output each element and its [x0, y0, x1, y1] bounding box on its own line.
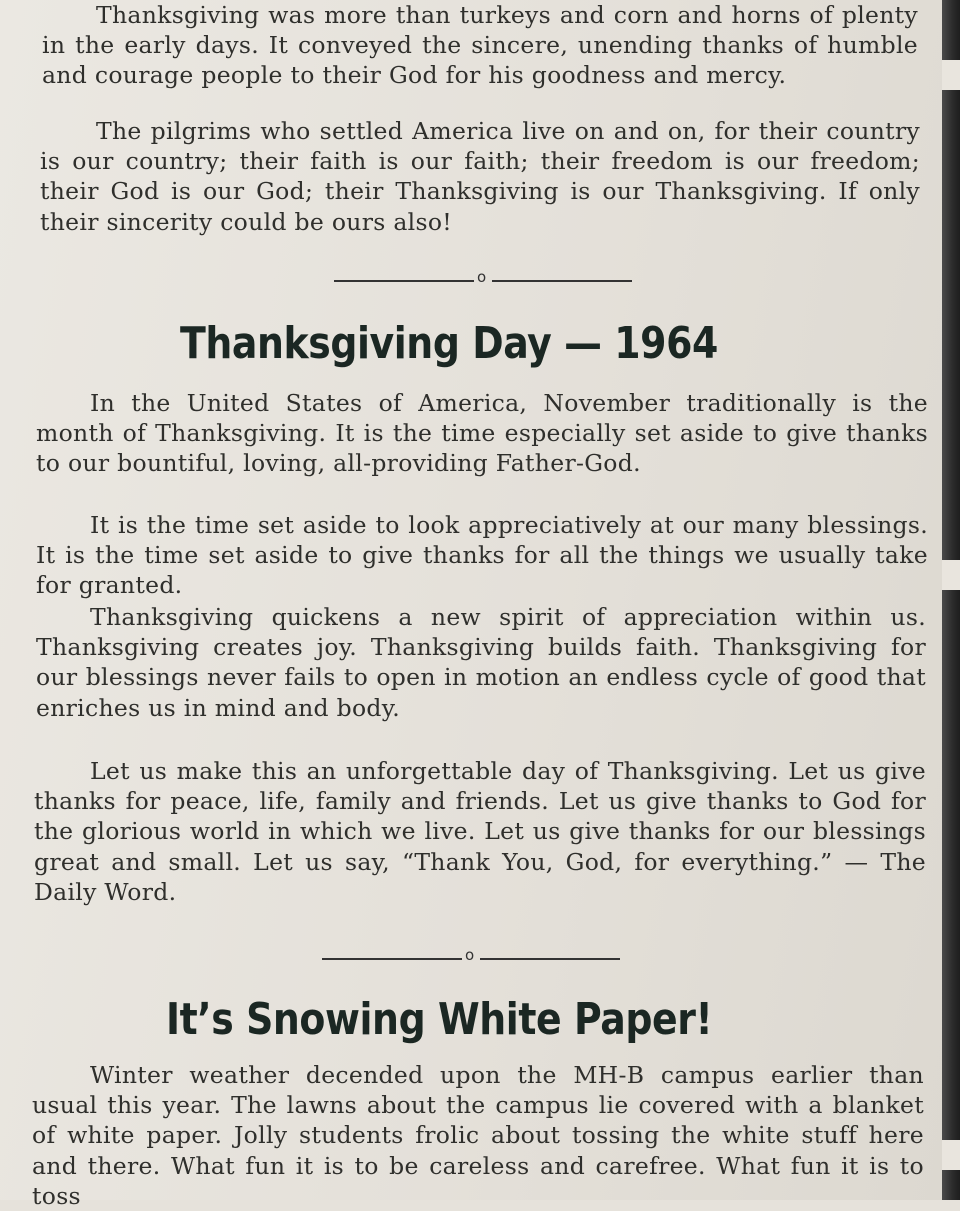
- section-divider: [334, 268, 632, 288]
- article-title-thanksgiving-day: Thanksgiving Day — 1964: [180, 318, 718, 369]
- article1-paragraph-3: Thanksgiving quickens a new spirit of appreciation within us. Thanksgiving creates joy. Thanksgiving builds faith. Thanksgiving for our blessings never fails to open in motion an endless cycle of good that enriches us in mind and body.: [36, 603, 926, 722]
- binder-edge: [942, 0, 960, 1200]
- intro-paragraph-2: The pilgrims who settled America live on and on, for their country is our country; their faith is our faith; their freedom is our freedom; their God is our God; their Thanksgiving is our Thanksgiving. If only their sincerity could be ours also!: [40, 117, 920, 236]
- divider-glyph: o: [477, 268, 487, 286]
- divider-glyph: o: [465, 946, 475, 964]
- section-divider: [322, 946, 620, 966]
- article1-paragraph-2: It is the time set aside to look appreciatively at our many blessings. It is the time set aside to give thanks for all the things we usually take for granted.: [36, 511, 928, 600]
- article2-paragraph-1: Winter weather decended upon the MH-B campus earlier than usual this year. The lawns about the campus lie covered with a blanket of white paper. Jolly students frolic about tossing the white stuff here and there. What fun it is to be careless and carefree. What fun it is to toss: [32, 1061, 924, 1210]
- article1-paragraph-4: Let us make this an unforgettable day of Thanksgiving. Let us give thanks for peace, life, family and friends. Let us give thanks to God for the glorious world in which we live. Let us give thanks for our blessings great and small. Let us say, “Thank You, God, for everything.” — The Daily Word.: [34, 757, 926, 906]
- article-title-snowing-white-paper: It’s Snowing White Paper!: [166, 994, 713, 1045]
- intro-paragraph-1: Thanksgiving was more than turkeys and corn and horns of plenty in the early days. It conveyed the sincere, unending thanks of humble and courage people to their God for his goodness and mercy.: [42, 1, 918, 90]
- article1-paragraph-1: In the United States of America, November traditionally is the month of Thanksgiving. It is the time especially set aside to give thanks to our bountiful, loving, all-providing Father-God.: [36, 389, 928, 478]
